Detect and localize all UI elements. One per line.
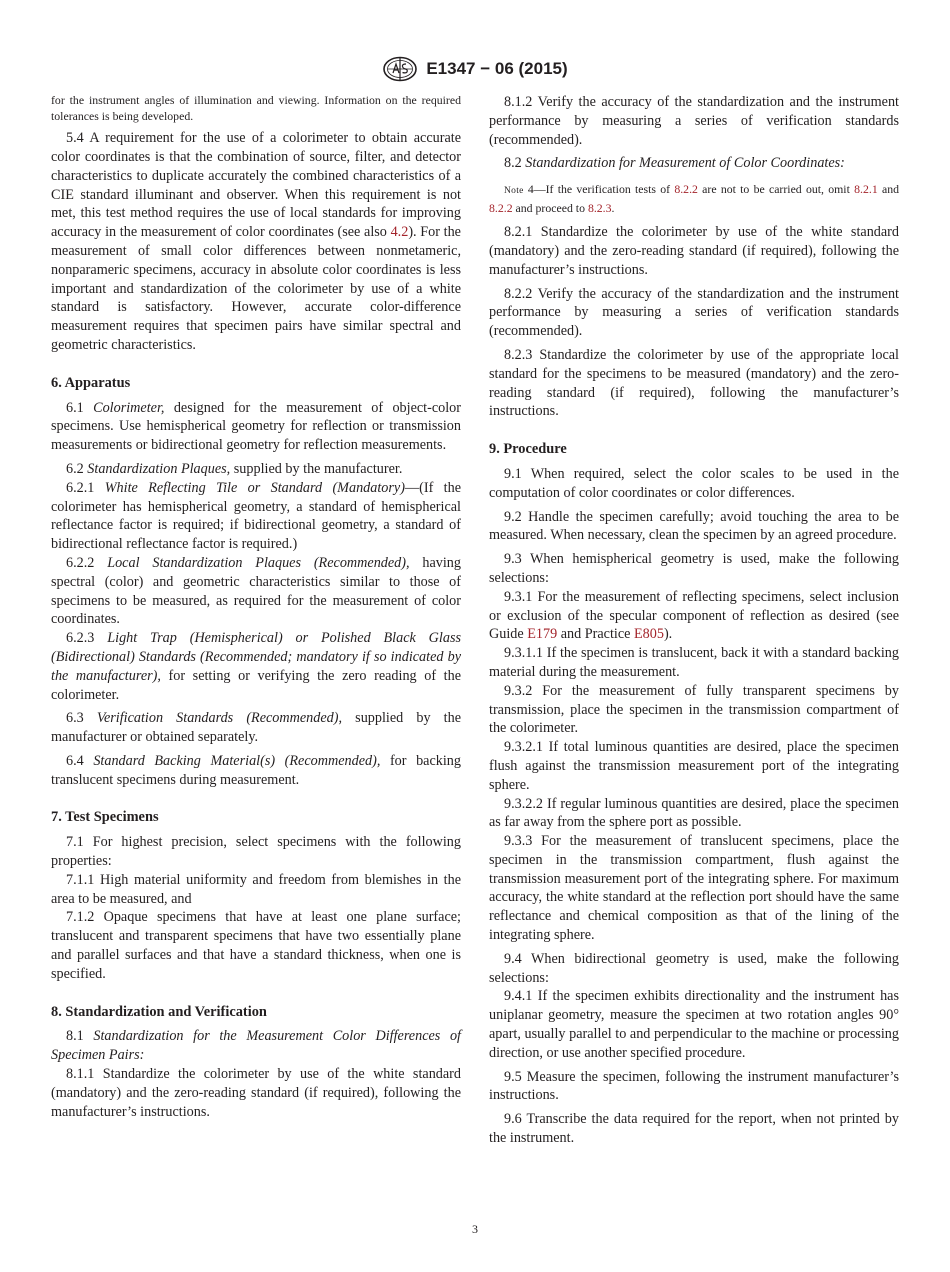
paragraph-8-2: 8.2 Standardization for Measurement of Color Coordinates: <box>504 155 845 172</box>
link-ref-e179[interactable]: E179 <box>527 626 558 643</box>
carryover-text: for the instrument angles of illumination and viewing. Information on the required tolerances is being developed. <box>51 93 461 123</box>
note-4: Note 4—If the verification tests of 8.2.2 are not to be carried out, omit 8.2.1 and 8.2.2 and proceed to 8.2.3. <box>489 182 900 216</box>
paragraph-9-3-1-1: 9.3.1.1 If the specimen is translucent, back it with a standard backing material during the measurement. <box>489 645 899 680</box>
left-column <box>51 93 461 1121</box>
paragraph-6-2-2: 6.2.2 Local Standardization Plaques (Recommended), having spectral (color) and geometric characteristics similar to those of specimens to be measured, as required for the measurement of color coordinates. <box>51 554 461 628</box>
paragraph-9-2: 9.2 Handle the specimen carefully; avoid touching the area to be measured. When necessary, clean the specimen by an agreed procedure. <box>489 508 899 544</box>
page-header <box>0 56 950 82</box>
paragraph-8-1-2: 8.1.2 Verify the accuracy of the standardization and the instrument performance by measuring a series of verification standards (recommended). <box>489 94 899 148</box>
paragraph-8-1-1: 8.1.1 Standardize the colorimeter by use of the white standard (mandatory) and the zero-reading standard (if required), following the manufacturer’s instructions. <box>51 1066 461 1120</box>
paragraph-6-2: 6.2 Standardization Plaques, supplied by the manufacturer. <box>66 460 403 477</box>
paragraph-8-2-2: 8.2.2 Verify the accuracy of the standardization and the instrument performance by measuring a series of verification standards (recommended). <box>489 285 899 340</box>
paragraph-9-6: 9.6 Transcribe the data required for the report, when not printed by the instrument. <box>489 1111 899 1147</box>
paragraph-7-1: 7.1 For highest precision, select specimens with the following properties: <box>51 834 461 870</box>
paragraph-5-4: 5.4 A requirement for the use of a colorimeter to obtain accurate color coordinates is that the combination of source, filter, and detector characteristics to duplicate accurately the combined characteristics of a CIE standard illuminant and observer. When this requirement is not met, this test method requires the use of local standards for improving accuracy in the measurement of color coordinates (see also 4.2). For the measurement of small color differences between nonmetameric, nonparameric specimens, accuracy in absolute color coordinates is less important and standardization of the colorimeter by use of a white standard is satisfactory. However, accurate color-difference measurement requires that specimen pairs have similar spectral and geometric characteristics. <box>51 130 461 353</box>
astm-logo-icon <box>382 56 418 82</box>
paragraph-6-1: 6.1 Colorimeter, designed for the measurement of object-color specimens. Use hemispherical geometry for reflection or transmission measurements or bidirectional geometry for reflection measurements. <box>51 399 461 454</box>
document-designation: E1347 − 06 (2015) <box>426 59 568 78</box>
paragraph-6-2-3: 6.2.3 Light Trap (Hemispherical) or Polished Black Glass (Bidirectional) Standards (Recommended; mandatory if so indicated by the manufacturer), for setting or verifying the zero reading of the colorimeter. <box>51 630 461 703</box>
paragraph-9-4-1: 9.4.1 If the specimen exhibits directionality and the instrument has uniplanar geometry, measure the specimen at two rotation angles 90° apart, usually parallel to and perpendicular to the machine or processing direction, or use another specified procedure. <box>489 988 899 1061</box>
link-ref-8-2-1[interactable]: 8.2.1 <box>854 182 878 197</box>
section-heading-9: 9. Procedure <box>489 441 567 458</box>
paragraph-7-1-2: 7.1.2 Opaque specimens that have at least one plane surface; translucent and transparent specimens that have two essentially plane and parallel surfaces and that have a standard thickness, when one is specified. <box>51 909 461 982</box>
paragraph-9-3-2: 9.3.2 For the measurement of fully transparent specimens by transmission, place the specimen in the transmission compartment of the colorimeter. <box>489 682 899 737</box>
paragraph-8-2-1: 8.2.1 Standardize the colorimeter by use of the white standard (mandatory) and the zero-reading standard (if required), following the manufacturer’s instructions. <box>489 224 899 278</box>
page-number: 3 <box>472 1222 478 1236</box>
paragraph-8-1: 8.1 Standardization for the Measurement Color Differences of Specimen Pairs: <box>51 1028 462 1064</box>
paragraph-9-3-1: 9.3.1 For the measurement of reflecting specimens, select inclusion or exclusion of the specular component of reflection as desired (see Guide E179 and Practice E805). <box>489 588 899 643</box>
paragraph-6-3: 6.3 Verification Standards (Recommended), supplied by the manufacturer or obtained separately. <box>51 710 462 746</box>
link-ref-8-2-2[interactable]: 8.2.2 <box>489 201 513 216</box>
link-ref-e805[interactable]: E805 <box>634 626 664 643</box>
link-ref-8-2-3[interactable]: 8.2.3 <box>587 201 612 216</box>
paragraph-9-4: 9.4 When bidirectional geometry is used, make the following selections: <box>489 950 899 986</box>
paragraph-9-3-2-1: 9.3.2.1 If total luminous quantities are desired, place the specimen flush against the transmission measurement port of the integrating sphere. <box>489 739 899 793</box>
section-heading-7: 7. Test Specimens <box>51 809 159 826</box>
link-ref-8-2-2[interactable]: 8.2.2 <box>674 182 698 197</box>
section-heading-8: 8. Standardization and Verification <box>51 1003 267 1020</box>
paragraph-9-3: 9.3 When hemispherical geometry is used, make the following selections: <box>489 551 899 586</box>
paragraph-9-1: 9.1 When required, select the color scales to be used in the computation of color coordinates or color differences. <box>489 465 899 501</box>
section-heading-6: 6. Apparatus <box>51 374 131 391</box>
paragraph-9-3-2-2: 9.3.2.2 If regular luminous quantities are desired, place the specimen as far away from the sphere port as possible. <box>489 795 899 831</box>
paragraph-9-3-3: 9.3.3 For the measurement of translucent specimens, place the specimen in the transmission compartment, flush against the transmission measurement port of the integrating sphere. For maximum accuracy, the white standard at the reflection port should have the same reflectance and chemical composition as that of the lining of the integrating sphere. <box>489 833 899 944</box>
paragraph-8-2-3: 8.2.3 Standardize the colorimeter by use of the appropriate local standard for the specimens to be measured (mandatory) and the zero-reading standard (if required), following the manufacturer’s instructions. <box>489 346 899 420</box>
paragraph-7-1-1: 7.1.1 High material uniformity and freedom from blemishes in the area to be measured, and <box>51 871 461 907</box>
link-ref-4-2[interactable]: 4.2 <box>390 224 409 241</box>
paragraph-6-2-1: 6.2.1 White Reflecting Tile or Standard (Mandatory)—(If the colorimeter has hemispherical geometry, a standard of hemispherical reflectance factor is required; if bidirectional geometry, a standard of bidirectional reflectance factor is required.) <box>51 479 461 553</box>
right-column <box>489 93 899 1148</box>
paragraph-6-4: 6.4 Standard Backing Material(s) (Recommended), for backing translucent specimens during measurement. <box>51 752 461 788</box>
paragraph-9-5: 9.5 Measure the specimen, following the instrument manufacturer’s instructions. <box>489 1068 899 1104</box>
